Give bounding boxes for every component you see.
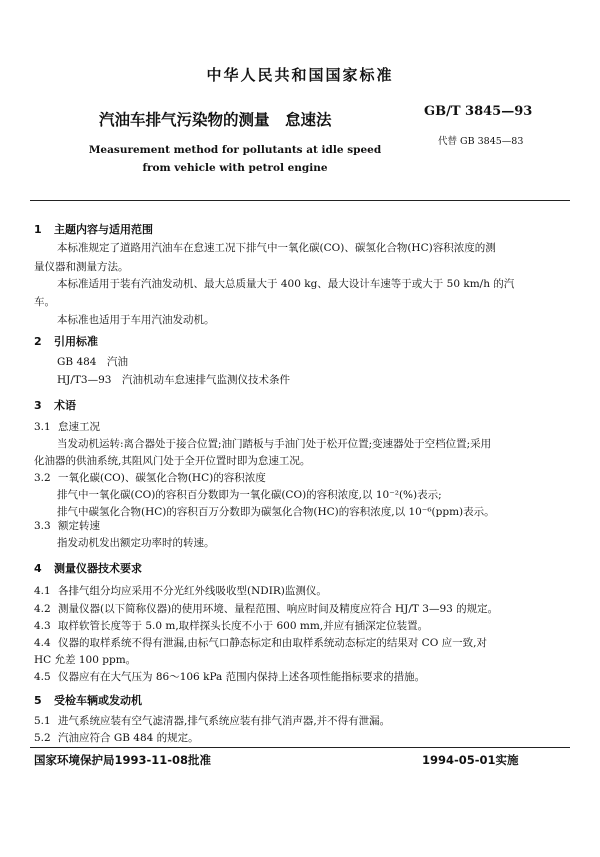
bottom-divider bbox=[30, 747, 570, 748]
section-title: 引用标准 bbox=[54, 335, 98, 348]
document-title-en-line2: from vehicle with petrol engine bbox=[142, 162, 328, 174]
replaces-note: 代替 GB 3845—83 bbox=[438, 136, 524, 147]
section-4-heading bbox=[34, 560, 142, 576]
section-title: 受检车辆或发动机 bbox=[54, 694, 142, 707]
document-title-en-line1: Measurement method for pollutants at idle speed bbox=[88, 144, 382, 156]
document-title-cn: 汽油车排气污染物的测量 怠速法 bbox=[99, 111, 332, 129]
item-4-4-line-1 bbox=[34, 635, 487, 650]
item-text: 各排气组分均应采用不分光红外线吸收型(NDIR)监测仪。 bbox=[58, 585, 327, 597]
section-number: 3 bbox=[34, 399, 42, 412]
item-title: 额定转速 bbox=[58, 520, 100, 532]
item-3-3-heading bbox=[34, 518, 100, 533]
item-3-2-line-1: 排气中一氧化碳(CO)的容积百分数即为一氧化碳(CO)的容积浓度,以 10⁻²(%)表示; bbox=[57, 489, 442, 501]
reference-gb484: GB 484 汽油 bbox=[57, 356, 128, 368]
item-3-2-line-2: 排气中碳氢化合物(HC)的容积百万分数即为碳氢化合物(HC)的容积浓度,以 10⁻⁶(ppm)表示。 bbox=[57, 506, 495, 518]
section-5-heading bbox=[34, 692, 142, 708]
item-3-1-heading bbox=[34, 419, 100, 434]
item-number: 4.2 bbox=[34, 603, 51, 615]
national-standard-heading: 中华人民共和国国家标准 bbox=[206, 66, 394, 84]
item-3-1-line-1: 当发动机运转:离合器处于接合位置;油门踏板与手油门处于松开位置;变速器处于空档位置;采用 bbox=[57, 438, 492, 450]
approval-note: 国家环境保护局1993-11-08批准 bbox=[34, 753, 212, 767]
section-number: 2 bbox=[34, 335, 42, 348]
item-title: 一氧化碳(CO)、碳氢化合物(HC)的容积浓度 bbox=[58, 472, 266, 484]
item-number: 4.4 bbox=[34, 637, 51, 649]
item-4-3 bbox=[34, 618, 428, 633]
top-divider bbox=[30, 200, 570, 201]
item-3-3-line-1: 指发动机发出额定功率时的转速。 bbox=[57, 537, 215, 549]
section-2-heading bbox=[34, 333, 98, 349]
section-title: 术语 bbox=[54, 399, 76, 412]
section-number: 1 bbox=[34, 223, 42, 236]
item-5-1 bbox=[34, 713, 390, 728]
section-1-paragraph-1-line-1: 本标准规定了道路用汽油车在怠速工况下排气中一氧化碳(CO)、碳氢化合物(HC)容积浓度的测 bbox=[57, 242, 496, 254]
section-title: 测量仪器技术要求 bbox=[54, 562, 142, 575]
section-number: 4 bbox=[34, 562, 42, 575]
item-text: 仪器应有在大气压为 86～106 kPa 范围内保持上述各项性能指标要求的措施。 bbox=[58, 671, 426, 683]
section-number: 5 bbox=[34, 694, 42, 707]
section-1-paragraph-1-line-2: 量仪器和测量方法。 bbox=[34, 261, 129, 273]
item-text: 测量仪器(以下简称仪器)的使用环境、量程范围、响应时间及精度应符合 HJ/T 3—93 的规定。 bbox=[58, 603, 499, 615]
item-4-1 bbox=[34, 583, 327, 598]
section-3-heading bbox=[34, 397, 76, 413]
item-4-2 bbox=[34, 601, 498, 616]
section-1-paragraph-2-line-1: 本标准适用于装有汽油发动机、最大总质量大于 400 kg、最大设计车速等于或大于 50 km/h 的汽 bbox=[57, 278, 515, 290]
item-number: 4.5 bbox=[34, 671, 51, 683]
item-3-1-line-2: 化油器的供油系统,其阻风门处于全开位置时即为怠速工况。 bbox=[34, 455, 311, 467]
item-text: 仪器的取样系统不得有泄漏,由标气口静态标定和由取样系统动态标定的结果对 CO 应一致,对 bbox=[58, 637, 487, 649]
item-4-4-line-2: HC 允差 100 ppm。 bbox=[34, 654, 137, 666]
item-number: 5.2 bbox=[34, 732, 51, 744]
item-text: 取样软管长度等于 5.0 m,取样探头长度不小于 600 mm,并应有插深定位装置。 bbox=[58, 620, 429, 632]
section-1-paragraph-2-line-2: 车。 bbox=[34, 296, 55, 308]
section-1-paragraph-3: 本标准也适用于车用汽油发动机。 bbox=[57, 314, 215, 326]
item-title: 怠速工况 bbox=[58, 421, 100, 433]
implementation-date: 1994-05-01实施 bbox=[422, 753, 519, 767]
section-title: 主题内容与适用范围 bbox=[54, 223, 153, 236]
item-3-2-heading bbox=[34, 470, 266, 485]
item-4-5 bbox=[34, 669, 425, 684]
item-number: 3.1 bbox=[34, 421, 51, 433]
item-5-2 bbox=[34, 730, 199, 745]
item-number: 4.1 bbox=[34, 585, 51, 597]
reference-hjt3: HJ/T3—93 汽油机动车怠速排气监测仪技术条件 bbox=[57, 374, 290, 386]
standard-code: GB/T 3845—93 bbox=[424, 104, 533, 119]
item-text: 进气系统应装有空气滤清器,排气系统应装有排气消声器,并不得有泄漏。 bbox=[58, 715, 391, 727]
item-number: 5.1 bbox=[34, 715, 51, 727]
item-number: 4.3 bbox=[34, 620, 51, 632]
item-number: 3.3 bbox=[34, 520, 51, 532]
item-number: 3.2 bbox=[34, 472, 51, 484]
item-text: 汽油应符合 GB 484 的规定。 bbox=[58, 732, 199, 744]
section-1-heading bbox=[34, 221, 153, 237]
